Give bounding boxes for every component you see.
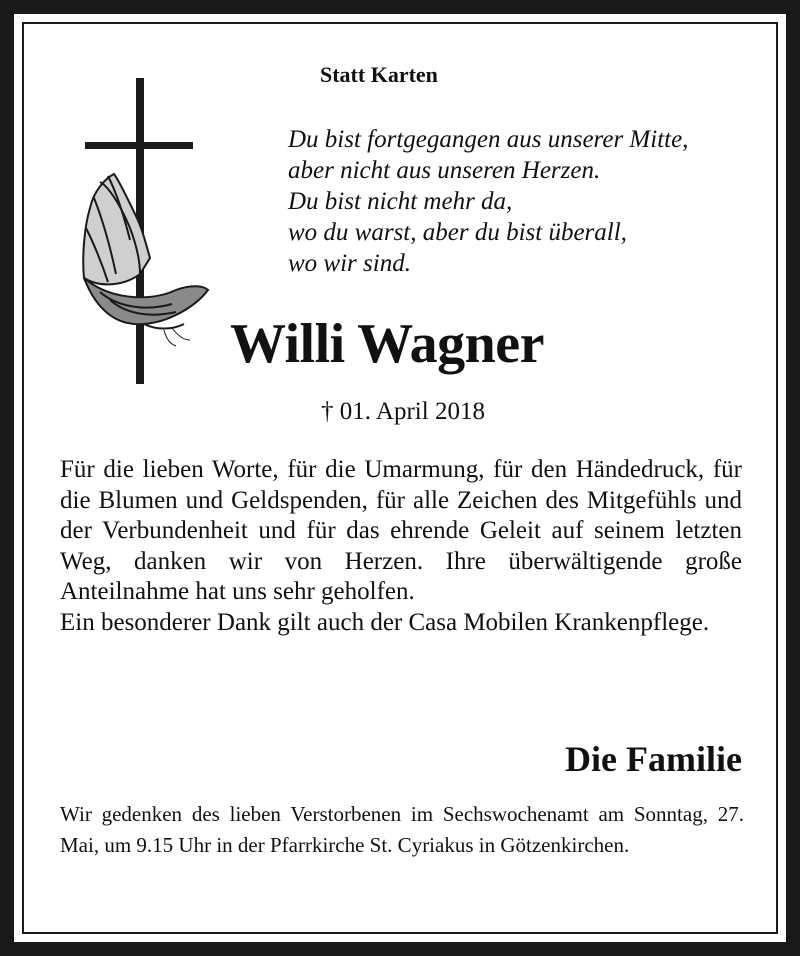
poem — [288, 124, 688, 279]
poem-line: Du bist nicht mehr da, — [288, 188, 513, 215]
death-date: † 01. April 2018 — [321, 398, 485, 425]
deceased-name: Willi Wagner — [230, 313, 544, 375]
praying-hands-icon — [83, 174, 208, 346]
poem-line: wo wir sind. — [288, 250, 411, 277]
thanks-paragraph: Für die lieben Worte, für die Umarmung, für den Händedruck, für die Blumen und Geldspenden, für alle Zeichen des Mitgefühls und der Verbundenheit und für das ehrende Geleit auf seinem letzten Weg, danken wir von Herzen. Ihre überwältigende große Anteilnahme hat uns sehr geholfen. — [60, 456, 742, 605]
cross-with-praying-hands — [80, 78, 220, 392]
thanks-paragraph: Ein besonderer Dank gilt auch der Casa Mobilen Krankenpflege. — [60, 608, 710, 636]
heading-statt-karten: Statt Karten — [320, 62, 438, 87]
poem-line: Du bist fortgegangen aus unserer Mitte, — [288, 126, 689, 153]
poem-line: wo du warst, aber du bist überall, — [288, 219, 627, 246]
signature: Die Familie — [565, 739, 742, 779]
memorial-service-text: Wir gedenken des lieben Verstorbenen im Sechswochenamt am Sonntag, 27. Mai, um 9.15 Uhr in der Pfarrkirche St. Cyriakus in Götzenkirchen. — [60, 802, 744, 857]
thanks-text — [60, 455, 742, 638]
poem-line: aber nicht aus unseren Herzen. — [288, 157, 601, 184]
